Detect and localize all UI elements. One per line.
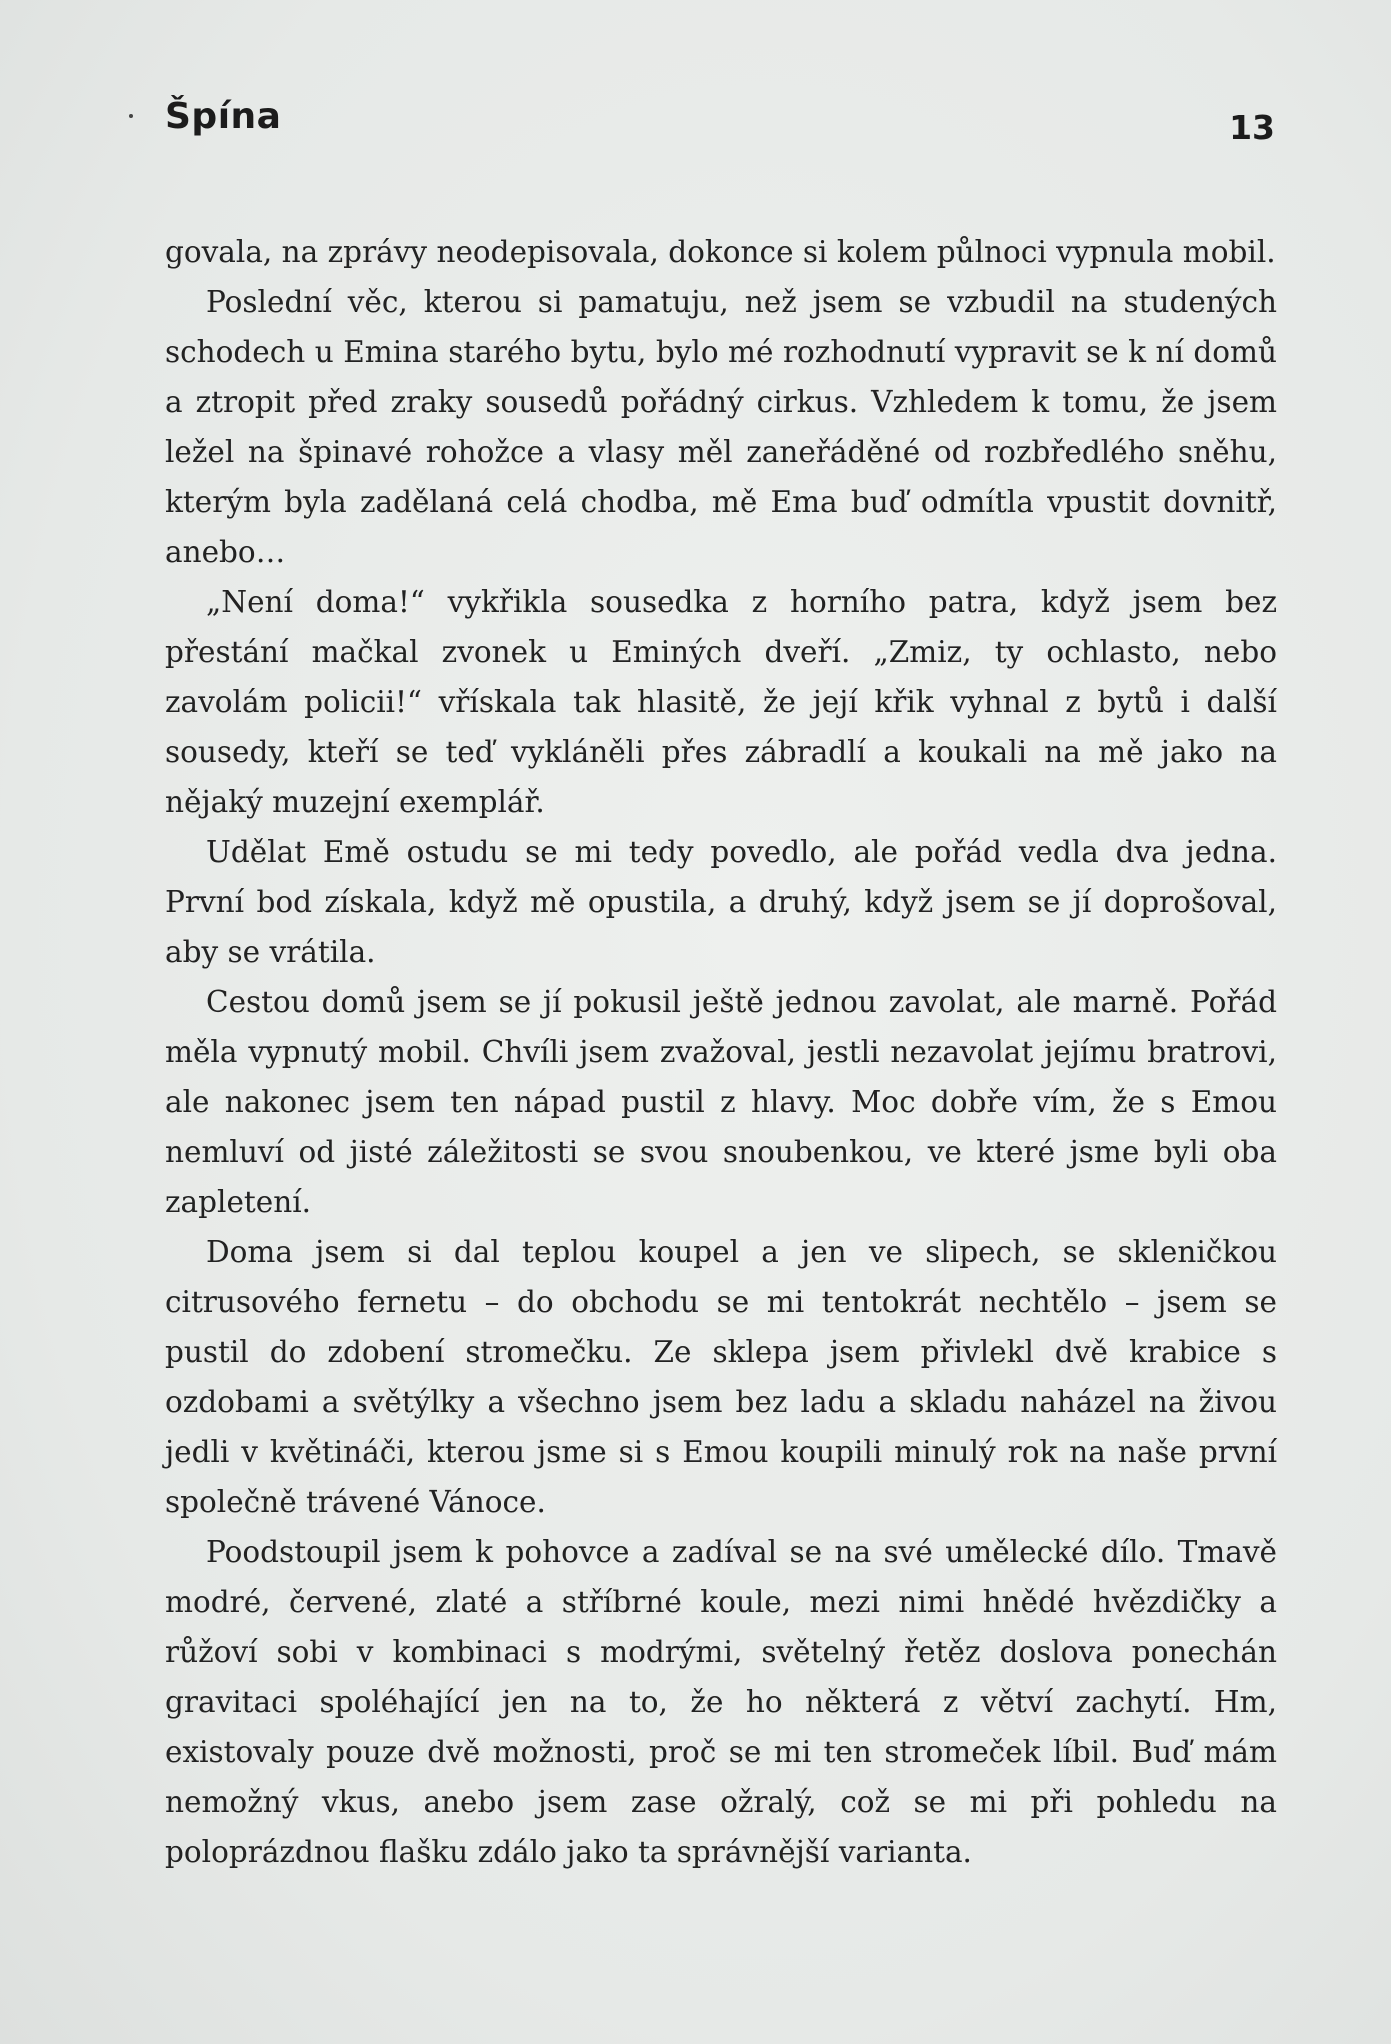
page-number: 13 [1229,108,1275,147]
paragraph: govala, na zprávy neodepisovala, dokonce si kolem půlnoci vypnula mobil. [165,235,1276,269]
ink-dot [129,114,133,118]
paragraph: Poodstoupil jsem k pohovce a zadíval se na své umělecké dílo. Tmavě modré, červené, zlaté a stříbrné koule, mezi nimi hnědé hvězdičky a růžoví sobi v kombinaci s modrými, světelný řetěz doslova ponechán gravitaci spoléhající jen na to, že ho některá z větví zachytí. Hm, existovaly pouze dvě možnosti, proč se mi ten stromeček líbil. Buď mám nemožný vkus, anebo jsem zase ožralý, což se mi při pohledu na poloprázdnou flašku zdálo jako ta správnější varianta. [165,1535,1277,1869]
running-head [165,96,1275,156]
paragraph: „Není doma!“ vykřikla sousedka z horního patra, když jsem bez přestání mačkal zvonek u Eminých dveří. „Zmiz, ty ochlasto, nebo zavolám policii!“ vřískala tak hlasitě, že její křik vyhnal z bytů i další sousedy, kteří se teď vykláněli přes zábradlí a koukali na mě jako na nějaký muzejní exemplář. [165,585,1277,819]
paragraph: Poslední věc, kterou si pamatuju, než jsem se vzbudil na studených schodech u Emina starého bytu, bylo mé rozhodnutí vypravit se k ní domů a ztropit před zraky sousedů pořádný cirkus. Vzhledem k tomu, že jsem ležel na špinavé rohožce a vlasy měl zaneřáděné od rozbředlého sněhu, kterým byla zadělaná celá chodba, mě Ema buď odmítla vpustit dovnitř, anebo… [165,285,1277,569]
chapter-title: Špína [165,96,282,137]
body-text [165,227,1277,1877]
paragraph: Doma jsem si dal teplou koupel a jen ve slipech, se skleničkou citrusového fernetu – do obchodu se mi tentokrát nechtělo – jsem se pustil do zdobení stromečku. Ze sklepa jsem přivlekl dvě krabice s ozdobami a světýlky a všechno jsem bez ladu a skladu naházel na živou jedli v květináči, kterou jsme si s Emou koupili minulý rok na naše první společně trávené Vánoce. [165,1235,1277,1519]
paragraph: Cestou domů jsem se jí pokusil ještě jednou zavolat, ale marně. Pořád měla vypnutý mobil. Chvíli jsem zvažoval, jestli nezavolat jejímu bratrovi, ale nakonec jsem ten nápad pustil z hlavy. Moc dobře vím, že s Emou nemluví od jisté záležitosti se svou snoubenkou, ve které jsme byli oba zapletení. [165,985,1277,1219]
paragraph: Udělat Emě ostudu se mi tedy povedlo, ale pořád vedla dva jedna. První bod získala, když mě opustila, a druhý, když jsem se jí doprošoval, aby se vrátila. [165,835,1277,969]
